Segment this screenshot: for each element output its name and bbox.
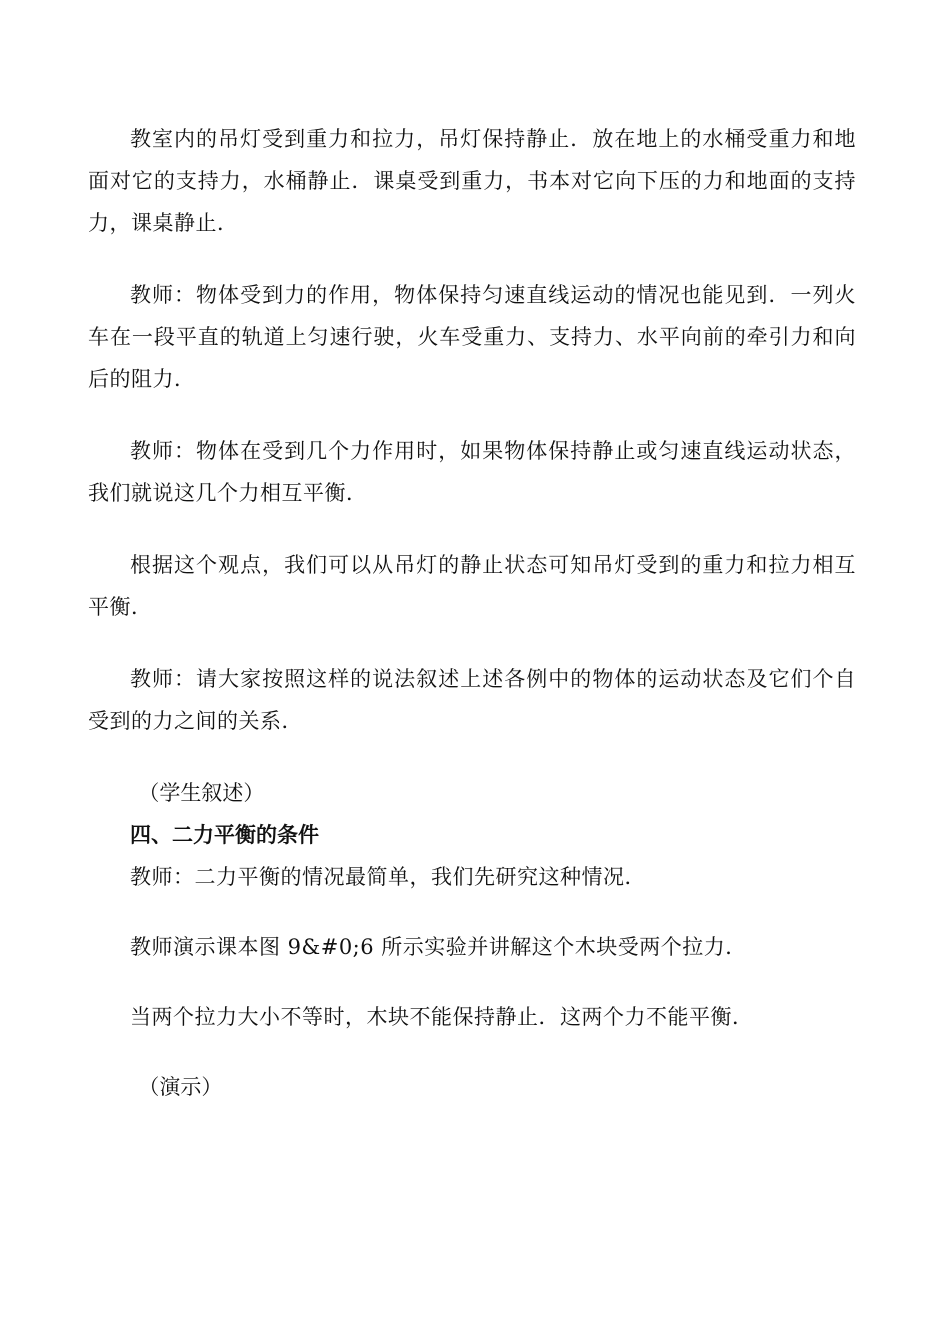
document-body [88,118,856,1108]
paragraph-balance-definition: 教师：物体在受到几个力作用时，如果物体保持静止或匀速直线运动状态，我们就说这几个力相互平衡． [88,439,856,505]
section-heading: 四、二力平衡的条件 [130,822,319,847]
paragraph-teacher-request: 教师：请大家按照这样的说法叙述上述各例中的物体的运动状态及它们个自受到的力之间的关系． [88,667,856,733]
paragraph-train-uniform-motion: 教师：物体受到力的作用，物体保持匀速直线运动的情况也能见到．一列火车在一段平直的轨道上匀速行驶，火车受重力、支持力、水平向前的牵引力和向后的阻力． [88,283,856,391]
paragraph-student-narration: （学生叙述） [138,781,265,805]
paragraph-demonstration: （演示） [138,1075,223,1099]
paragraph-two-force-intro: 教师：二力平衡的情况最简单，我们先研究这种情况． [130,865,646,889]
paragraph-demo-experiment: 教师演示课本图 9&#0;6 所示实验并讲解这个木块受两个拉力． [130,935,747,959]
paragraph-unequal-forces: 当两个拉力大小不等时，木块不能保持静止．这两个力不能平衡． [130,1005,754,1029]
paragraph-lamp-bucket-desk: 教室内的吊灯受到重力和拉力，吊灯保持静止．放在地上的水桶受重力和地面对它的支持力，水桶静止．课桌受到重力，书本对它向下压的力和地面的支持力，课桌静止． [88,127,856,235]
paragraph-lamp-balance: 根据这个观点，我们可以从吊灯的静止状态可知吊灯受到的重力和拉力相互平衡． [88,553,856,619]
